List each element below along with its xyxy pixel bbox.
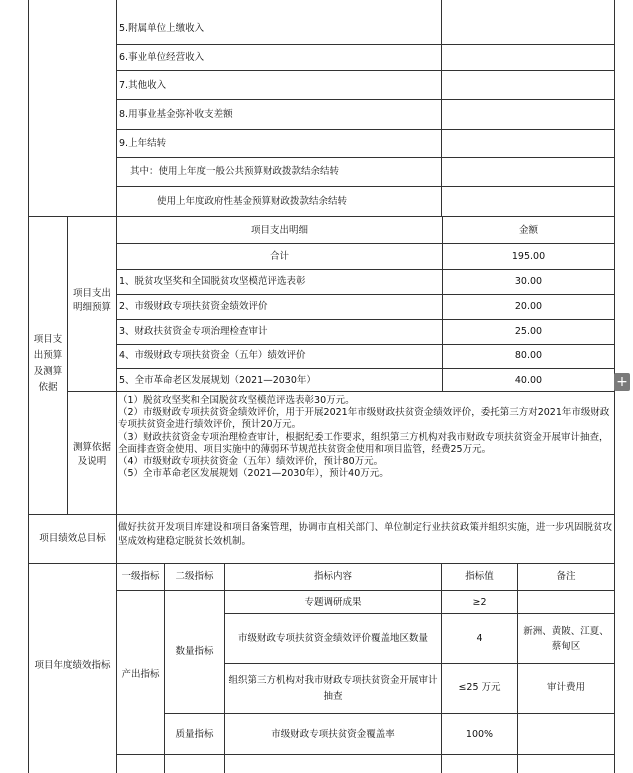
budget-row-name: 4、市级财政专项扶贫资金（五年）绩效评价 [119,350,306,361]
level1-output: 产出指标 [121,669,160,680]
income-item: 5.附属单位上缴收入 [119,23,205,34]
basis-line: （5）全市革命老区发展规划（2021—2030年），预计40万元。 [118,468,389,480]
detail-budget-label: 项目支出明细预算 [72,288,111,313]
header-detail: 项目支出明细 [250,225,308,236]
basis-label: 测算依据及说明 [72,442,111,467]
indicator-value: 100% [465,729,494,740]
basis-line: （2）市级财政专项扶贫资金绩效评价，用于开展2021年市级财政扶贫资金绩效评价，委托第三方对2021年市级财政专项扶贫资金进行绩效评价，预计20万元。 [118,407,610,431]
indicator-content: 市级财政专项扶贫资金覆盖率 [271,729,395,740]
income-item: 使用上年度政府性基金预算财政拨款结余结转 [157,196,348,207]
budget-row-name: 2、市级财政专项扶贫资金绩效评价 [119,301,268,312]
budget-row-amount: 80.00 [514,350,543,361]
goal-text: 做好扶贫开发项目库建设和项目备案管理，协调市直相关部门、单位制定行业扶贫政策并组织实施，进一步巩固脱贫攻坚成效构建稳定脱贫长效机制。 [118,522,613,547]
indicator-content: 市级财政专项扶贫资金绩效评价覆盖地区数量 [237,633,428,644]
basis-text [118,395,612,480]
indicator-header: 一级指标 [121,571,160,582]
budget-row-name: 5、全市革命老区发展规划（2021—2030年） [119,375,316,386]
basis-line: （3）财政扶贫资金专项治理检查审计，根据纪委工作要求，组织第三方机构对我市财政专项扶贫资金开展审计抽查，全面排查资金使用、项目实施中的薄弱环节规范扶贫资金使用和项目监管，经费25万元。 [118,431,609,455]
budget-row-name: 1、脱贫攻坚奖和全国脱贫攻坚模范评选表彰 [119,276,306,287]
basis-line: （1）脱贫攻坚奖和全国脱贫攻坚模范评选表彰30万元。 [118,395,355,406]
total-value: 195.00 [511,251,546,262]
budget-row-amount: 25.00 [514,326,543,337]
budget-section-label: 项目支出预算及测算依据 [33,334,63,393]
income-item: 9.上年结转 [119,138,167,149]
indicator-value: ≥2 [472,597,487,608]
income-item: 8.用事业基金弥补收支差额 [119,109,233,120]
income-item: 其中：使用上年度一般公共预算财政拨款结余结转 [130,166,340,177]
budget-row-amount: 20.00 [514,301,543,312]
total-label: 合计 [269,251,289,262]
indicator-content: 专题调研成果 [304,597,362,608]
budget-row-name: 3、财政扶贫资金专项治理检查审计 [119,326,268,337]
goal-label: 项目绩效总目标 [39,533,106,544]
quantity-indicator: 数量指标 [175,646,214,657]
income-item: 7.其他收入 [119,80,167,91]
indicators-label: 项目年度绩效指标 [34,660,111,671]
indicator-value: 4 [476,633,483,644]
header-amount: 金额 [518,225,538,236]
indicator-header: 二级指标 [175,571,214,582]
income-item: 6.事业单位经营收入 [119,52,205,63]
indicator-value: ≤25 万元 [458,682,501,693]
budget-row-amount: 30.00 [514,276,543,287]
indicator-note: 审计费用 [546,682,585,693]
expand-plus-button[interactable]: + [614,373,630,391]
indicator-note: 新洲、黄陂、江夏、蔡甸区 [523,626,609,652]
indicator-header: 指标内容 [313,571,352,582]
quality-indicator: 质量指标 [175,729,214,740]
indicator-header: 指标值 [465,571,494,582]
basis-line: （4）市级财政专项扶贫资金（五年）绩效评价，预计80万元。 [118,456,384,468]
budget-row-amount: 40.00 [514,375,543,386]
indicator-content: 组织第三方机构对我市财政专项扶贫资金开展审计抽查 [228,675,438,702]
indicator-header: 备注 [556,571,576,582]
